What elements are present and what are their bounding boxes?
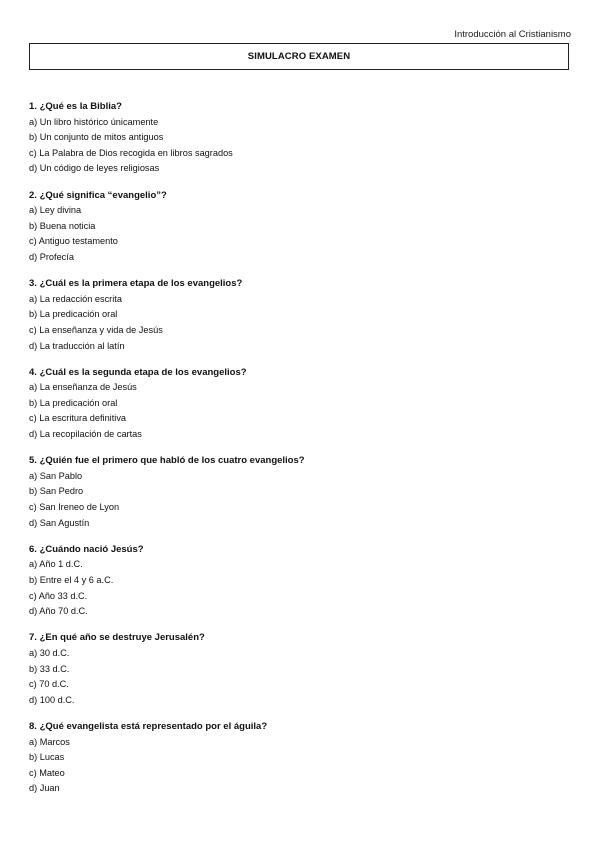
- question-8: [29, 719, 569, 797]
- question-heading: [29, 188, 569, 204]
- question-text: ¿Cuál es la primera etapa de los evangelios?: [39, 278, 243, 290]
- answer-option-b: b) 33 d.C.: [29, 663, 70, 674]
- question-text: ¿En qué año se destruye Jerusalén?: [39, 632, 205, 644]
- answer-option-c: c) La Palabra de Dios recogida en libros sagrados: [29, 147, 233, 158]
- answer-option-d: d) La traducción al latín: [29, 340, 125, 351]
- question-text: ¿Cuál es la segunda etapa de los evangelios?: [39, 366, 247, 378]
- question-text: ¿Quién fue el primero que habló de los cuatro evangelios?: [39, 455, 305, 467]
- exam-title: SIMULACRO EXAMEN: [247, 51, 351, 62]
- answer-option-c: c) 70 d.C.: [29, 679, 69, 690]
- answer-option-c: c) San Ireneo de Lyon: [29, 502, 120, 513]
- question-1: [29, 99, 569, 177]
- question-number: 5.: [29, 455, 37, 467]
- answer-option-b: b) Entre el 4 y 6 a.C.: [29, 575, 114, 585]
- answer-option-b: b) La predicación oral: [29, 309, 118, 320]
- answer-option-d: d) Profecía: [29, 251, 74, 262]
- question-number: 2.: [29, 189, 37, 201]
- question-heading: [29, 719, 569, 735]
- question-heading: [29, 99, 569, 115]
- question-heading: [29, 365, 569, 381]
- answer-option-d: d) La recopilación de cartas: [29, 429, 142, 440]
- answer-option-a: a) 30 d.C.: [29, 647, 70, 658]
- answer-option-a: a) Marcos: [29, 736, 70, 747]
- question-number: 1.: [29, 101, 37, 112]
- answer-option-b: b) Un conjunto de mitos antiguos: [29, 132, 164, 143]
- question-heading: [29, 542, 569, 558]
- answer-option-a: a) Un libro histórico únicamente: [29, 116, 159, 127]
- answer-option-d: d) Un código de leyes religiosas: [29, 163, 160, 174]
- question-number: 8.: [29, 720, 37, 732]
- answer-option-a: a) San Pablo: [29, 470, 83, 481]
- answer-option-a: a) Año 1 d.C.: [29, 559, 83, 570]
- answer-option-b: b) Buena noticia: [29, 220, 96, 231]
- question-heading: [29, 630, 569, 646]
- question-heading: [29, 276, 569, 292]
- question-list: [29, 99, 569, 808]
- answer-option-d: d) Juan: [29, 783, 60, 794]
- question-4: [29, 365, 569, 443]
- answer-option-d: d) San Agustín: [29, 517, 90, 528]
- answer-option-c: c) La escritura definitiva: [29, 413, 127, 424]
- answer-option-a: a) La enseñanza de Jesús: [29, 382, 137, 393]
- question-number: 6.: [29, 543, 37, 555]
- question-number: 3.: [29, 278, 37, 290]
- answer-option-c: c) La enseñanza y vida de Jesús: [29, 324, 163, 335]
- answer-option-a: a) Ley divina: [29, 205, 82, 216]
- answer-option-d: d) Año 70 d.C.: [29, 606, 88, 617]
- question-text: ¿Cuándo nació Jesús?: [39, 543, 144, 555]
- question-7: [29, 630, 569, 708]
- answer-option-c: c) Antiguo testamento: [29, 236, 118, 247]
- question-number: 7.: [29, 632, 37, 644]
- question-3: [29, 276, 569, 354]
- question-heading: [29, 453, 569, 469]
- question-2: [29, 188, 569, 266]
- question-6: [29, 542, 569, 620]
- question-5: [29, 453, 569, 531]
- answer-option-b: b) San Pedro: [29, 486, 84, 497]
- question-text: ¿Qué evangelista está representado por el águila?: [39, 720, 268, 732]
- answer-option-b: b) Lucas: [29, 752, 65, 763]
- course-name-header: Introducción al Cristianismo: [454, 29, 571, 40]
- answer-option-c: c) Mateo: [29, 767, 65, 778]
- exam-title-box: [29, 43, 569, 70]
- answer-option-c: c) Año 33 d.C.: [29, 590, 88, 601]
- answer-option-a: a) La redacción escrita: [29, 293, 122, 304]
- question-text: ¿Qué es la Biblia?: [39, 101, 122, 112]
- answer-option-b: b) La predicación oral: [29, 397, 118, 408]
- question-text: ¿Qué significa “evangelio”?: [39, 189, 167, 201]
- answer-option-d: d) 100 d.C.: [29, 694, 75, 705]
- question-number: 4.: [29, 366, 37, 378]
